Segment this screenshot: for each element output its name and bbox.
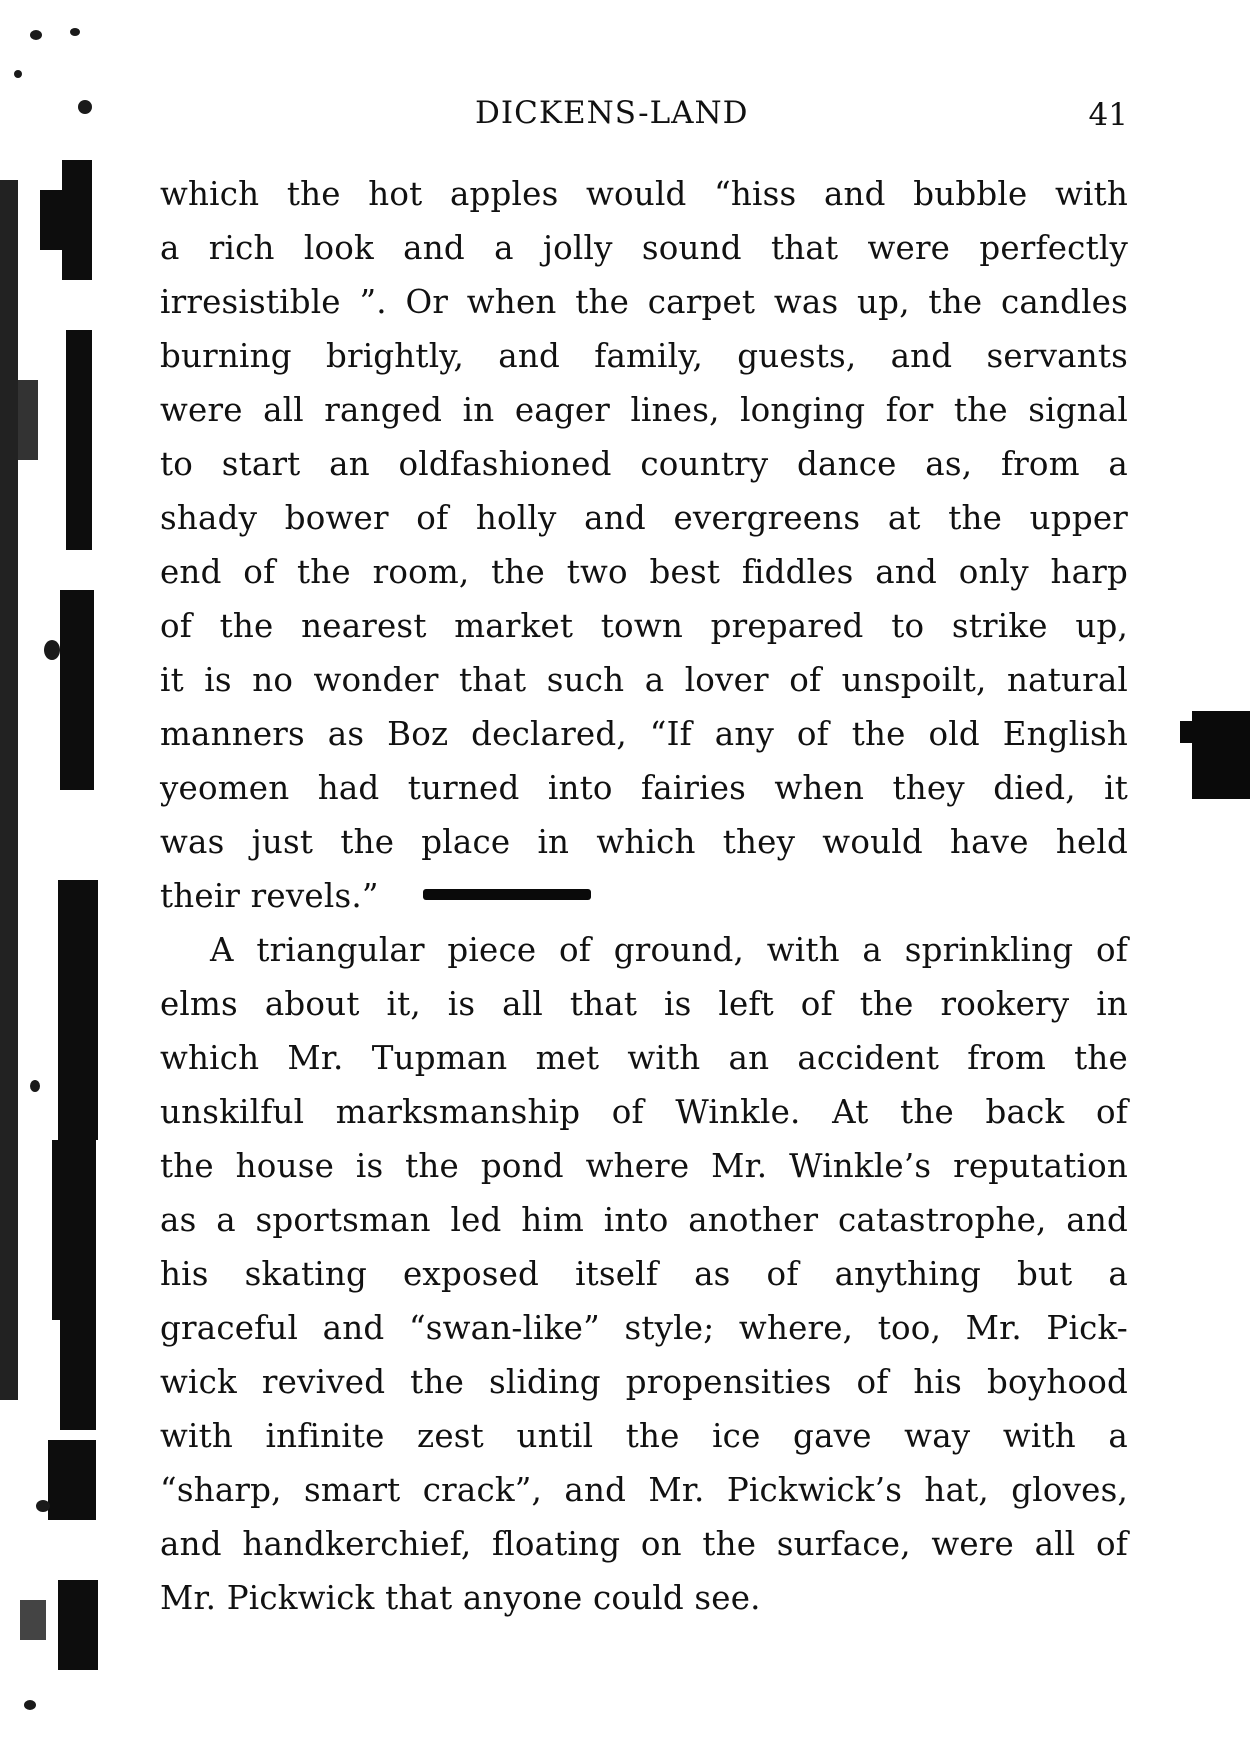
text-line: yeomen had turned into fairies when they died, it <box>160 769 1128 807</box>
page-number: 41 <box>1088 97 1128 133</box>
text-line: which the hot apples would “hiss and bubble with <box>160 175 1128 213</box>
text-line: end of the room, the two best fiddles and only harp <box>160 553 1128 591</box>
text-line: unskilful marksmanship of Winkle. At the back of <box>160 1093 1128 1131</box>
text-line: as a sportsman led him into another catastrophe, and <box>160 1201 1128 1239</box>
text-line: his skating exposed itself as of anything but a <box>160 1255 1128 1293</box>
scanned-binding-edge <box>0 0 110 1738</box>
text-line: Mr. Pickwick that anyone could see. <box>160 1579 761 1617</box>
text-line: A triangular piece of ground, with a sprinkling of <box>210 931 1128 969</box>
text-line: burning brightly, and family, guests, and servants <box>160 337 1128 375</box>
text-line: their revels.” <box>160 877 379 915</box>
text-line: shady bower of holly and evergreens at the upper <box>160 499 1128 537</box>
text-line: of the nearest market town prepared to strike up, <box>160 607 1128 645</box>
text-line: to start an oldfashioned country dance as, from a <box>160 445 1128 483</box>
ink-smudge <box>423 889 591 900</box>
text-line: manners as Boz declared, “If any of the old English <box>160 715 1128 753</box>
text-line: wick revived the sliding propensities of his boyhood <box>160 1363 1128 1401</box>
text-line: a rich look and a jolly sound that were perfectly <box>160 229 1128 267</box>
text-line: the house is the pond where Mr. Winkle’s reputation <box>160 1147 1128 1185</box>
text-line: which Mr. Tupman met with an accident from the <box>160 1039 1128 1077</box>
running-head: DICKENS-LAND <box>475 95 749 131</box>
text-line: were all ranged in eager lines, longing for the signal <box>160 391 1128 429</box>
text-line: “sharp, smart crack”, and Mr. Pickwick’s hat, gloves, <box>160 1471 1128 1509</box>
text-line: was just the place in which they would have held <box>160 823 1128 861</box>
text-line: elms about it, is all that is left of the rookery in <box>160 985 1128 1023</box>
text-line: it is no wonder that such a lover of unspoilt, natural <box>160 661 1128 699</box>
page-header <box>160 95 1128 145</box>
text-line: with infinite zest until the ice gave way with a <box>160 1417 1128 1455</box>
text-line: graceful and “swan-like” style; where, too, Mr. Pick- <box>160 1309 1128 1347</box>
text-line: and handkerchief, floating on the surface, were all of <box>160 1525 1128 1563</box>
text-line: irresistible ”. Or when the carpet was up, the candles <box>160 283 1128 321</box>
margin-ink-mark <box>1192 711 1250 799</box>
